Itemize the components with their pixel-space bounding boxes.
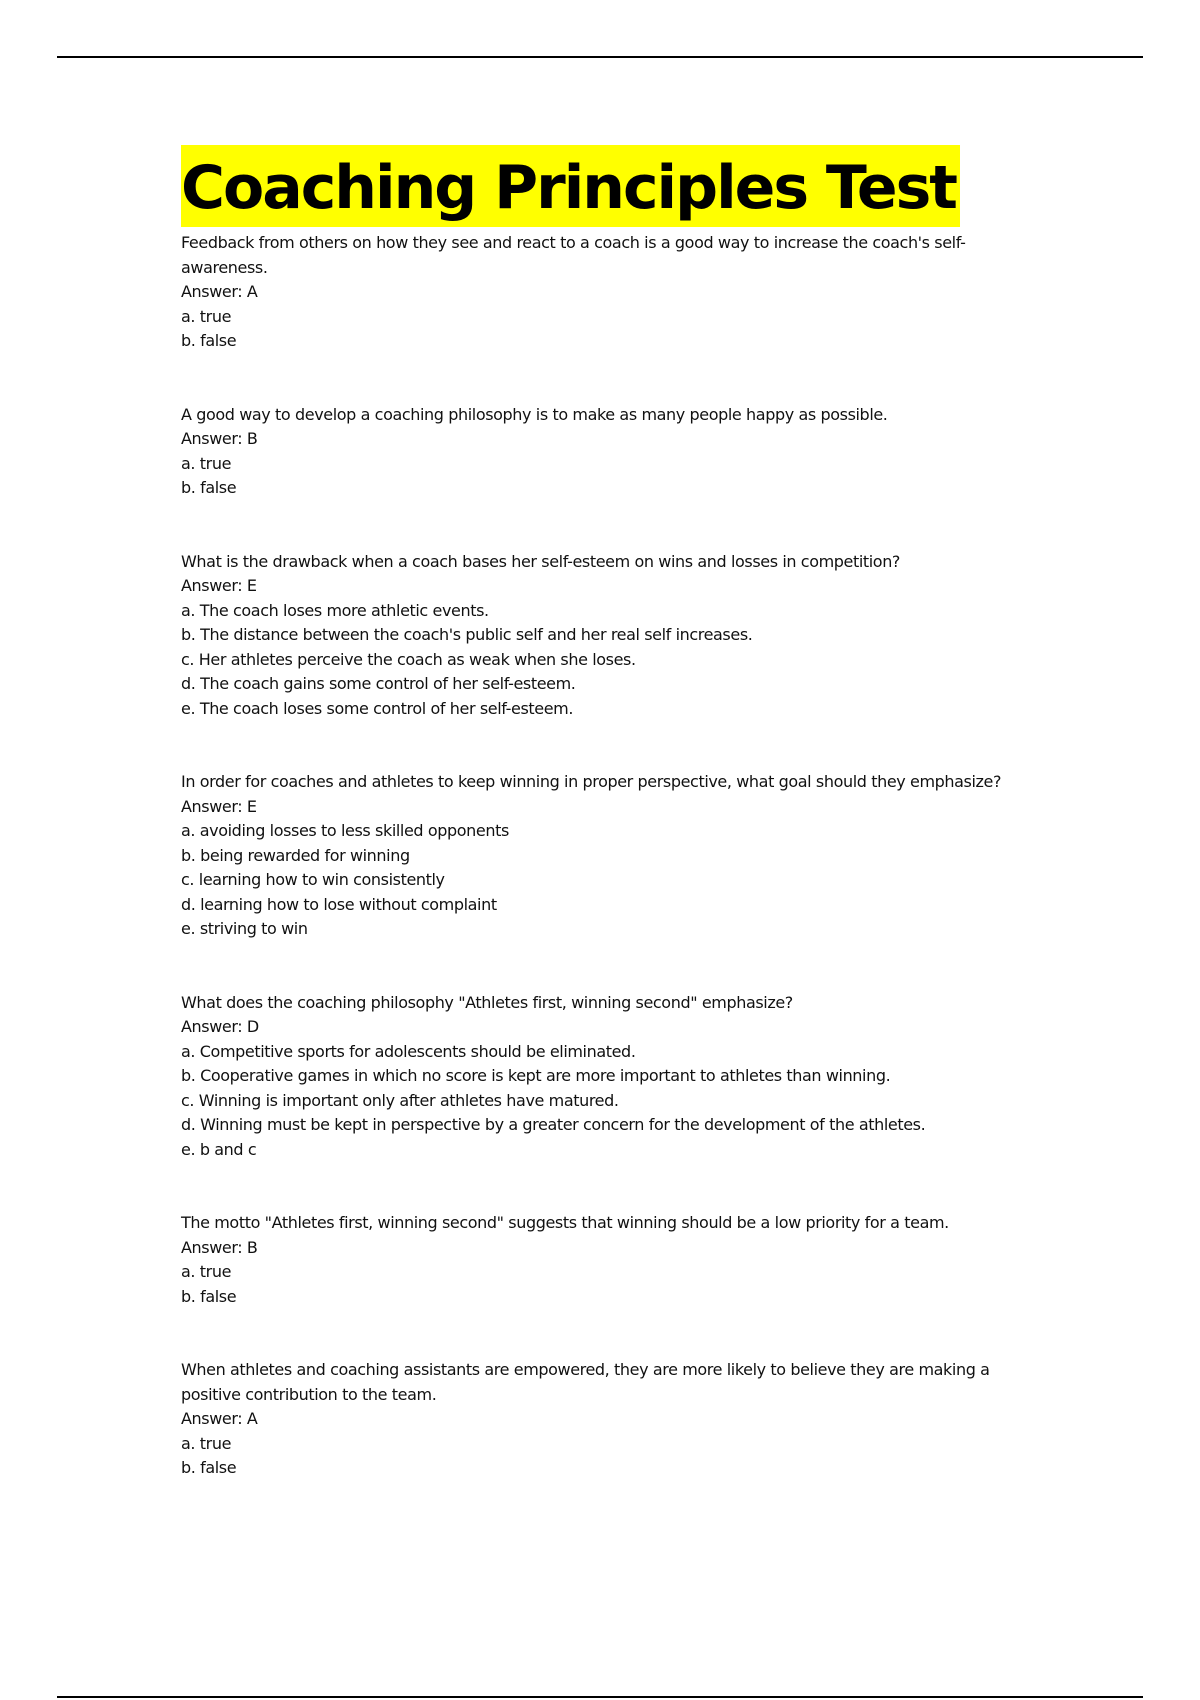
question-text: Feedback from others on how they see and react to a coach is a good way to increase the coach's self-awareness. xyxy=(181,233,966,277)
top-divider xyxy=(57,56,1143,58)
option: b. Cooperative games in which no score is kept are more important to athletes than winning. xyxy=(181,1066,891,1085)
option: d. Winning must be kept in perspective by a greater concern for the development of the athletes. xyxy=(181,1115,926,1134)
question-2 xyxy=(181,403,1031,501)
question-1 xyxy=(181,231,1031,354)
option: b. being rewarded for winning xyxy=(181,845,410,865)
option: b. The distance between the coach's public self and her real self increases. xyxy=(181,625,753,644)
document-body xyxy=(181,145,1031,1530)
option: d. The coach gains some control of her self-esteem. xyxy=(181,674,576,693)
option: c. Her athletes perceive the coach as weak when she loses. xyxy=(181,649,636,669)
option: b. false xyxy=(181,478,237,497)
answer-key: Answer: A xyxy=(181,282,258,301)
option: c. Winning is important only after athletes have matured. xyxy=(181,1090,619,1110)
answer-key: Answer: D xyxy=(181,1017,259,1036)
bottom-divider xyxy=(57,1696,1143,1698)
question-text: When athletes and coaching assistants are empowered, they are more likely to believe they are making a positive contribution to the team. xyxy=(181,1360,990,1404)
question-text: The motto "Athletes first, winning second" suggests that winning should be a low priority for a team. xyxy=(181,1213,949,1232)
question-text: What is the drawback when a coach bases her self-esteem on wins and losses in competition? xyxy=(181,551,901,571)
question-7 xyxy=(181,1358,1031,1481)
option: b. false xyxy=(181,1458,237,1477)
page-title: Coaching Principles Test xyxy=(181,153,956,223)
option: c. learning how to win consistently xyxy=(181,870,445,889)
answer-key: Answer: E xyxy=(181,576,257,595)
option: d. learning how to lose without complaint xyxy=(181,894,497,914)
option: a. true xyxy=(181,306,232,326)
title-highlight xyxy=(181,145,960,227)
option: a. The coach loses more athletic events. xyxy=(181,600,489,620)
question-text: What does the coaching philosophy "Athletes first, winning second" emphasize? xyxy=(181,992,793,1012)
option: e. The coach loses some control of her self-esteem. xyxy=(181,698,574,718)
option: e. striving to win xyxy=(181,919,308,938)
answer-key: Answer: B xyxy=(181,429,258,448)
option: b. false xyxy=(181,1286,237,1306)
question-6 xyxy=(181,1211,1031,1309)
option: a. Competitive sports for adolescents should be eliminated. xyxy=(181,1041,636,1061)
answer-key: Answer: E xyxy=(181,796,257,816)
option: a. true xyxy=(181,453,232,473)
option: a. true xyxy=(181,1262,232,1281)
question-text: In order for coaches and athletes to keep winning in proper perspective, what goal should they emphasize? xyxy=(181,772,1002,791)
question-3 xyxy=(181,550,1031,722)
option: e. b and c xyxy=(181,1139,257,1159)
question-5 xyxy=(181,991,1031,1163)
option: a. avoiding losses to less skilled opponents xyxy=(181,821,509,840)
question-4 xyxy=(181,770,1031,942)
answer-key: Answer: B xyxy=(181,1237,258,1257)
answer-key: Answer: A xyxy=(181,1409,258,1428)
option: b. false xyxy=(181,331,237,350)
option: a. true xyxy=(181,1433,232,1453)
question-text: A good way to develop a coaching philosophy is to make as many people happy as possible. xyxy=(181,404,888,424)
